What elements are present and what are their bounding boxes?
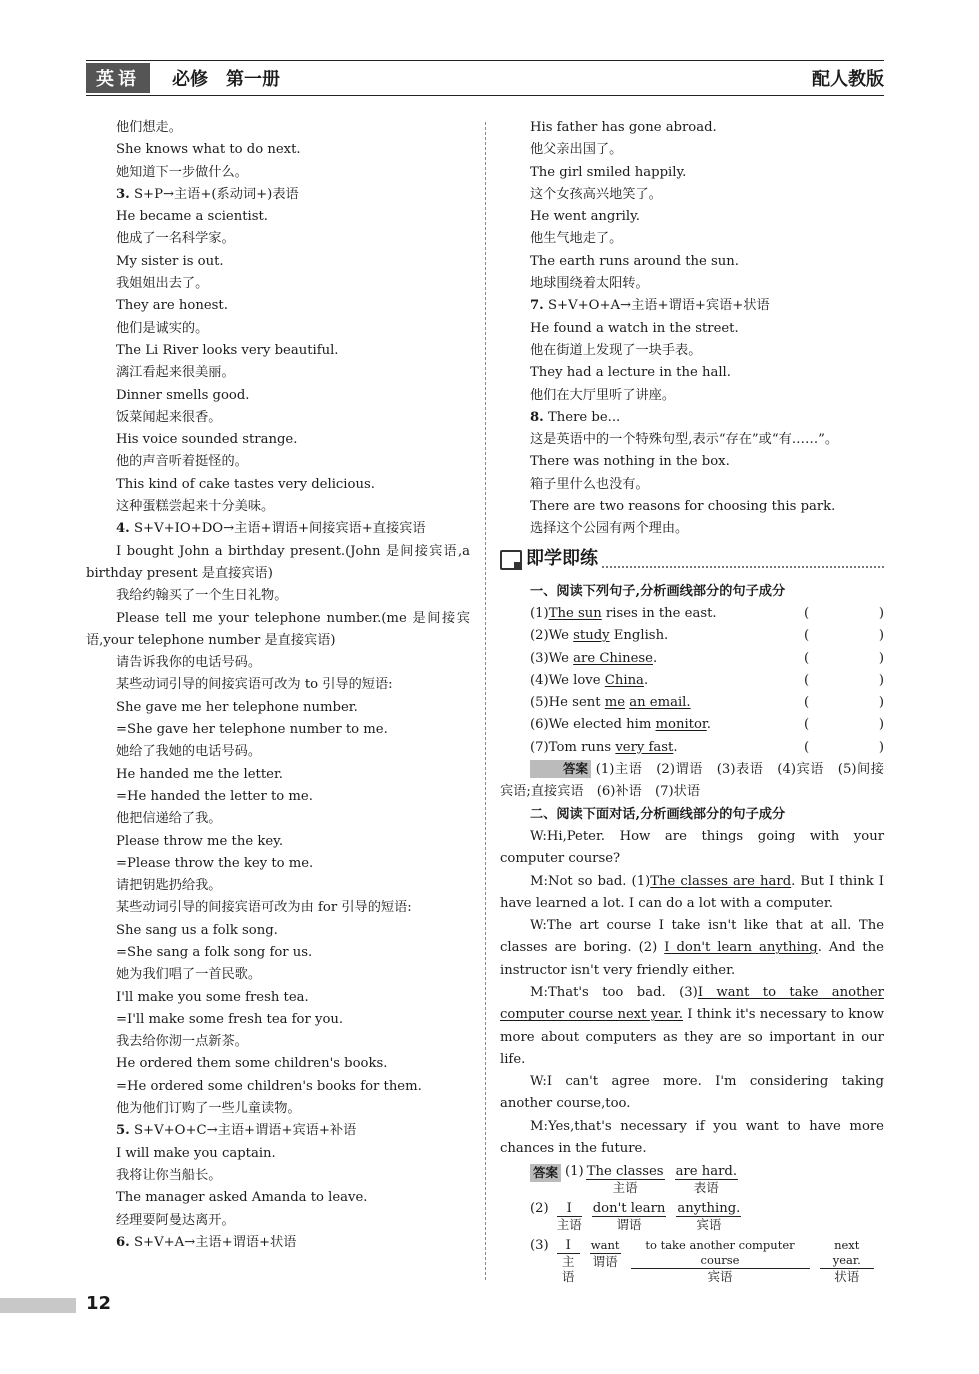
paren-open: ( xyxy=(804,605,810,621)
text-line: =I'll make some fresh tea for you. xyxy=(116,1011,344,1027)
dialogue-text: I think it's necessary to know more about computers as they are so important in our life. xyxy=(500,1007,885,1067)
header-bottom-rule xyxy=(86,95,884,96)
q-underlined: study xyxy=(573,628,610,644)
dialogue-line xyxy=(500,982,884,1071)
component-bracket xyxy=(592,1201,667,1232)
heading-text: S+V+O+A→主语+谓语+宾语+状语 xyxy=(547,298,770,314)
heading-number: 4. xyxy=(116,521,130,537)
part2-title: 二、阅读下面对话,分析画线部分的句子成分 xyxy=(530,806,786,822)
component-label: 主语 xyxy=(612,1180,638,1196)
text-line: He handed me the letter. xyxy=(116,766,283,782)
text-line: 某些动词引导的间接宾语可改为由 for 引导的短语: xyxy=(116,900,412,916)
component-bracket xyxy=(557,1201,582,1232)
text-line: 我将让你当船长。 xyxy=(116,1167,222,1183)
column-divider xyxy=(485,122,486,1280)
text-line: My sister is out. xyxy=(116,253,224,269)
answer-tag: 答案 xyxy=(530,760,591,778)
text-line: They are honest. xyxy=(116,298,228,314)
heading-number: 8. xyxy=(530,409,544,425)
paren-open: ( xyxy=(804,695,810,711)
text-line: I'll make you some fresh tea. xyxy=(116,989,309,1005)
question-row xyxy=(500,648,884,670)
pattern-heading-3 xyxy=(86,184,470,206)
text-line: 请把钥匙扔给我。 xyxy=(116,878,222,894)
pattern-heading-5 xyxy=(86,1120,470,1142)
component-words: don't learn xyxy=(592,1201,666,1217)
dialogue-text: . And the instructor isn't very friendly either. xyxy=(500,940,884,978)
text-line: 某些动词引导的间接宾语可改为 to 引导的短语: xyxy=(116,677,393,693)
q-underlined: monitor xyxy=(655,717,707,733)
text-line: He became a scientist. xyxy=(116,209,268,225)
text-line: 经理要阿曼达离开。 xyxy=(116,1212,235,1228)
text-line: 他们在大厅里听了讲座。 xyxy=(530,387,676,403)
answer-block-1 xyxy=(500,759,884,804)
q-underlined: me xyxy=(604,695,626,711)
heading-number: 6. xyxy=(116,1234,130,1250)
analysis-row-2 xyxy=(500,1201,884,1232)
component-bracket xyxy=(590,1238,621,1269)
text-line: 饭菜闻起来很香。 xyxy=(116,409,222,425)
q-text: . xyxy=(643,672,649,688)
question-row xyxy=(500,670,884,692)
text-line: The earth runs around the sun. xyxy=(530,253,739,269)
text-line: 她知道下一步做什么。 xyxy=(116,164,248,180)
component-label: 谓语 xyxy=(616,1217,642,1233)
component-label: 谓语 xyxy=(592,1254,618,1270)
heading-number: 3. xyxy=(116,186,130,202)
paren-open: ( xyxy=(804,717,810,733)
paren-open: ( xyxy=(804,628,810,644)
text-line: 他成了一名科学家。 xyxy=(116,231,235,247)
page-number: 12 xyxy=(86,1293,112,1314)
q-underlined: very fast xyxy=(615,739,674,755)
text-line: 他在街道上发现了一块手表。 xyxy=(530,342,702,358)
text-line: 选择这个公园有两个理由。 xyxy=(530,521,689,537)
component-words: to take another computer course xyxy=(631,1238,810,1269)
heading-text: There be... xyxy=(547,409,621,425)
answer-blank[interactable] xyxy=(804,625,884,647)
dialogue-underlined: The classes are hard xyxy=(650,873,792,889)
answer-blank[interactable] xyxy=(804,737,884,759)
header-top-rule xyxy=(86,60,884,61)
text-line: 我给约翰买了一个生日礼物。 xyxy=(116,588,288,604)
question-row xyxy=(500,692,884,714)
component-bracket xyxy=(631,1238,810,1284)
text-line: 这种蛋糕尝起来十分美味。 xyxy=(116,499,275,515)
q-underlined: are Chinese xyxy=(573,650,653,666)
paren-close: ) xyxy=(878,628,884,644)
paren-close: ) xyxy=(878,605,884,621)
book-title: 必修 第一册 xyxy=(172,69,280,90)
dialogue-line: M:Yes,that's necessary if you want to have more chances in the future. xyxy=(500,1118,884,1157)
question-row xyxy=(500,625,884,647)
component-label: 主语 xyxy=(556,1217,582,1233)
text-line: This kind of cake tastes very delicious. xyxy=(116,476,375,492)
q-text: English. xyxy=(609,628,669,644)
text-line: There are two reasons for choosing this park. xyxy=(530,499,836,515)
component-bracket xyxy=(820,1238,875,1284)
heading-text: S+V+O+C→主语+谓语+宾语+补语 xyxy=(133,1123,357,1139)
text-line: The Li River looks very beautiful. xyxy=(116,342,339,358)
component-bracket xyxy=(586,1164,665,1195)
component-words: I xyxy=(557,1201,582,1217)
section-marker-icon xyxy=(500,550,522,570)
q-underlined: China xyxy=(604,672,644,688)
text-line: =He ordered some children's books for them. xyxy=(116,1078,422,1094)
component-label: 状语 xyxy=(834,1269,860,1285)
text-line: 他把信递给了我。 xyxy=(116,811,222,827)
component-bracket xyxy=(675,1164,738,1195)
text-line: Please throw me the key. xyxy=(116,833,284,849)
paren-close: ) xyxy=(878,672,884,688)
text-line: They had a lecture in the hall. xyxy=(530,365,731,381)
text-line: 这是英语中的一个特殊句型,表示“存在”或“有……”。 xyxy=(530,432,839,448)
text-line: 他父亲出国了。 xyxy=(530,142,623,158)
text-line: His voice sounded strange. xyxy=(116,432,298,448)
analysis-row-1 xyxy=(500,1164,884,1195)
dialogue-text: M:That's too bad. (3) xyxy=(530,984,698,1000)
answer-tag: 答案 xyxy=(530,1164,561,1182)
part1-title: 一、阅读下列句子,分析画线部分的句子成分 xyxy=(530,583,786,599)
practice-section-title xyxy=(500,545,884,575)
q-text: . xyxy=(673,739,678,755)
answer-blank[interactable] xyxy=(804,692,884,714)
analysis-row-3 xyxy=(500,1238,884,1284)
paren-close: ) xyxy=(878,739,884,755)
text-line: Dinner smells good. xyxy=(116,387,250,403)
text-line: He ordered them some children's books. xyxy=(116,1056,388,1072)
component-words: next year. xyxy=(820,1238,875,1269)
text-line: 她为我们唱了一首民歌。 xyxy=(116,967,262,983)
answer-blank[interactable] xyxy=(804,603,884,625)
answer-blank[interactable] xyxy=(804,714,884,736)
q-text: (5)He sent xyxy=(530,695,605,711)
component-bracket xyxy=(557,1238,580,1284)
dialogue-underlined: I want to take another computer course next year. xyxy=(500,984,884,1023)
text-line: 他们是诚实的。 xyxy=(116,320,209,336)
component-words: anything. xyxy=(677,1201,741,1217)
dialogue-text: W:The art course I take isn't like that at all. The classes are boring. (2) xyxy=(500,918,884,956)
text-line: 他生气地走了。 xyxy=(530,231,623,247)
dialogue-line: W:Hi,Peter. How are things going with your computer course? xyxy=(500,828,884,867)
text-line: She gave me her telephone number. xyxy=(116,699,358,715)
answer-blank[interactable] xyxy=(804,648,884,670)
dialogue-underlined: I don't learn anything xyxy=(664,940,818,956)
paren-open: ( xyxy=(804,739,810,755)
pattern-heading-6 xyxy=(86,1232,470,1254)
question-row xyxy=(500,714,884,736)
section-dotted-rule xyxy=(602,552,884,568)
q-text: (4)We love xyxy=(530,672,605,688)
text-line: 箱子里什么也没有。 xyxy=(530,476,649,492)
text-line: 地球围绕着太阳转。 xyxy=(530,276,649,292)
q-text: (7)Tom runs xyxy=(530,739,616,755)
text-line: 请告诉我你的电话号码。 xyxy=(116,655,262,671)
component-words: are hard. xyxy=(675,1164,738,1180)
q-underlined: The sun xyxy=(548,605,602,621)
component-bracket xyxy=(676,1201,741,1232)
text-line: 漓江看起来很美丽。 xyxy=(116,365,235,381)
component-words: I xyxy=(557,1238,580,1254)
component-label: 主语 xyxy=(561,1254,575,1285)
dialogue-text: . But I think I have learned a lot. I can do a lot with a computer. xyxy=(500,873,884,911)
dialogue-line xyxy=(500,871,884,916)
question-row xyxy=(500,737,884,759)
text-line: =She gave her telephone number to me. xyxy=(116,722,388,738)
q-text: (3)We xyxy=(530,650,574,666)
question-row xyxy=(500,603,884,625)
paren-close: ) xyxy=(878,717,884,733)
text-line: The manager asked Amanda to leave. xyxy=(116,1190,368,1206)
pattern-heading-8 xyxy=(500,407,884,429)
dialogue-line: W:I can't agree more. I'm considering taking another course,too. xyxy=(500,1074,884,1112)
left-column xyxy=(86,117,470,1254)
text-line: 我去给你沏一点新茶。 xyxy=(116,1034,248,1050)
answer-text: (1)主语 (2)谓语 (3)表语 (4)宾语 (5)间接宾语;直接宾语 (6)补语 (7)状语 xyxy=(500,762,884,800)
paren-open: ( xyxy=(804,650,810,666)
heading-number: 7. xyxy=(530,298,544,314)
text-line: The girl smiled happily. xyxy=(530,164,687,180)
q-text: rises in the east. xyxy=(601,605,717,621)
page-header xyxy=(86,62,884,94)
right-column xyxy=(500,117,884,1284)
subject-label: 英语 xyxy=(86,63,150,93)
component-words: want xyxy=(590,1238,620,1253)
analysis-number: (2) xyxy=(530,1201,549,1217)
text-line: =He handed the letter to me. xyxy=(116,788,313,804)
dialogue-line xyxy=(500,915,884,982)
text-line: He went angrily. xyxy=(530,209,640,225)
q-text: (2)We xyxy=(530,628,574,644)
pattern-heading-4 xyxy=(86,518,470,540)
text-line: 他的声音听着挺怪的。 xyxy=(116,454,248,470)
text-line: =She sang a folk song for us. xyxy=(116,944,313,960)
text-line: 我姐姐出去了。 xyxy=(116,276,209,292)
example-paragraph: Please tell me your telephone number.(me 是间接宾语,your telephone number 是直接宾语) xyxy=(86,610,470,648)
text-line: 这个女孩高兴地笑了。 xyxy=(530,186,662,202)
heading-text: S+P→主语+(系动词+)表语 xyxy=(133,186,299,202)
text-line: He found a watch in the street. xyxy=(530,320,739,336)
text-line: She sang us a folk song. xyxy=(116,922,278,938)
section-title-text: 即学即练 xyxy=(526,548,598,570)
analysis-number: (1) xyxy=(565,1164,584,1180)
text-line: 他们想走。 xyxy=(116,120,182,135)
text-line: =Please throw the key to me. xyxy=(116,855,314,871)
component-words: The classes xyxy=(586,1164,664,1180)
text-line: I will make you captain. xyxy=(116,1145,276,1161)
text-line: She knows what to do next. xyxy=(116,142,301,158)
q-text: . xyxy=(653,650,658,666)
heading-number: 5. xyxy=(116,1123,130,1139)
text-line: 他为他们订购了一些儿童读物。 xyxy=(116,1101,301,1117)
example-paragraph: I bought John a birthday present.(John 是间接宾语,a birthday present 是直接宾语) xyxy=(86,543,470,581)
q-text: (1) xyxy=(530,605,549,621)
component-label: 宾语 xyxy=(707,1269,733,1285)
answer-blank[interactable] xyxy=(804,670,884,692)
text-line: There was nothing in the box. xyxy=(530,454,730,470)
text-line: His father has gone abroad. xyxy=(530,120,717,135)
edition-label: 配人教版 xyxy=(812,69,884,90)
heading-text: S+V+A→主语+谓语+状语 xyxy=(133,1234,297,1250)
q-underlined: an email. xyxy=(629,695,691,711)
analysis-number: (3) xyxy=(530,1238,549,1254)
dialogue-text: M:Not so bad. (1) xyxy=(530,873,651,889)
paren-close: ) xyxy=(878,650,884,666)
component-label: 宾语 xyxy=(696,1217,722,1233)
paren-close: ) xyxy=(878,695,884,711)
pattern-heading-7 xyxy=(500,295,884,317)
text-line: 她给了我她的电话号码。 xyxy=(116,744,262,760)
paren-open: ( xyxy=(804,672,810,688)
q-text: . xyxy=(706,717,711,733)
footer-bar xyxy=(0,1298,76,1313)
heading-text: S+V+IO+DO→主语+谓语+间接宾语+直接宾语 xyxy=(133,521,426,537)
q-text: (6)We elected him xyxy=(530,717,656,733)
component-label: 表语 xyxy=(693,1180,719,1196)
